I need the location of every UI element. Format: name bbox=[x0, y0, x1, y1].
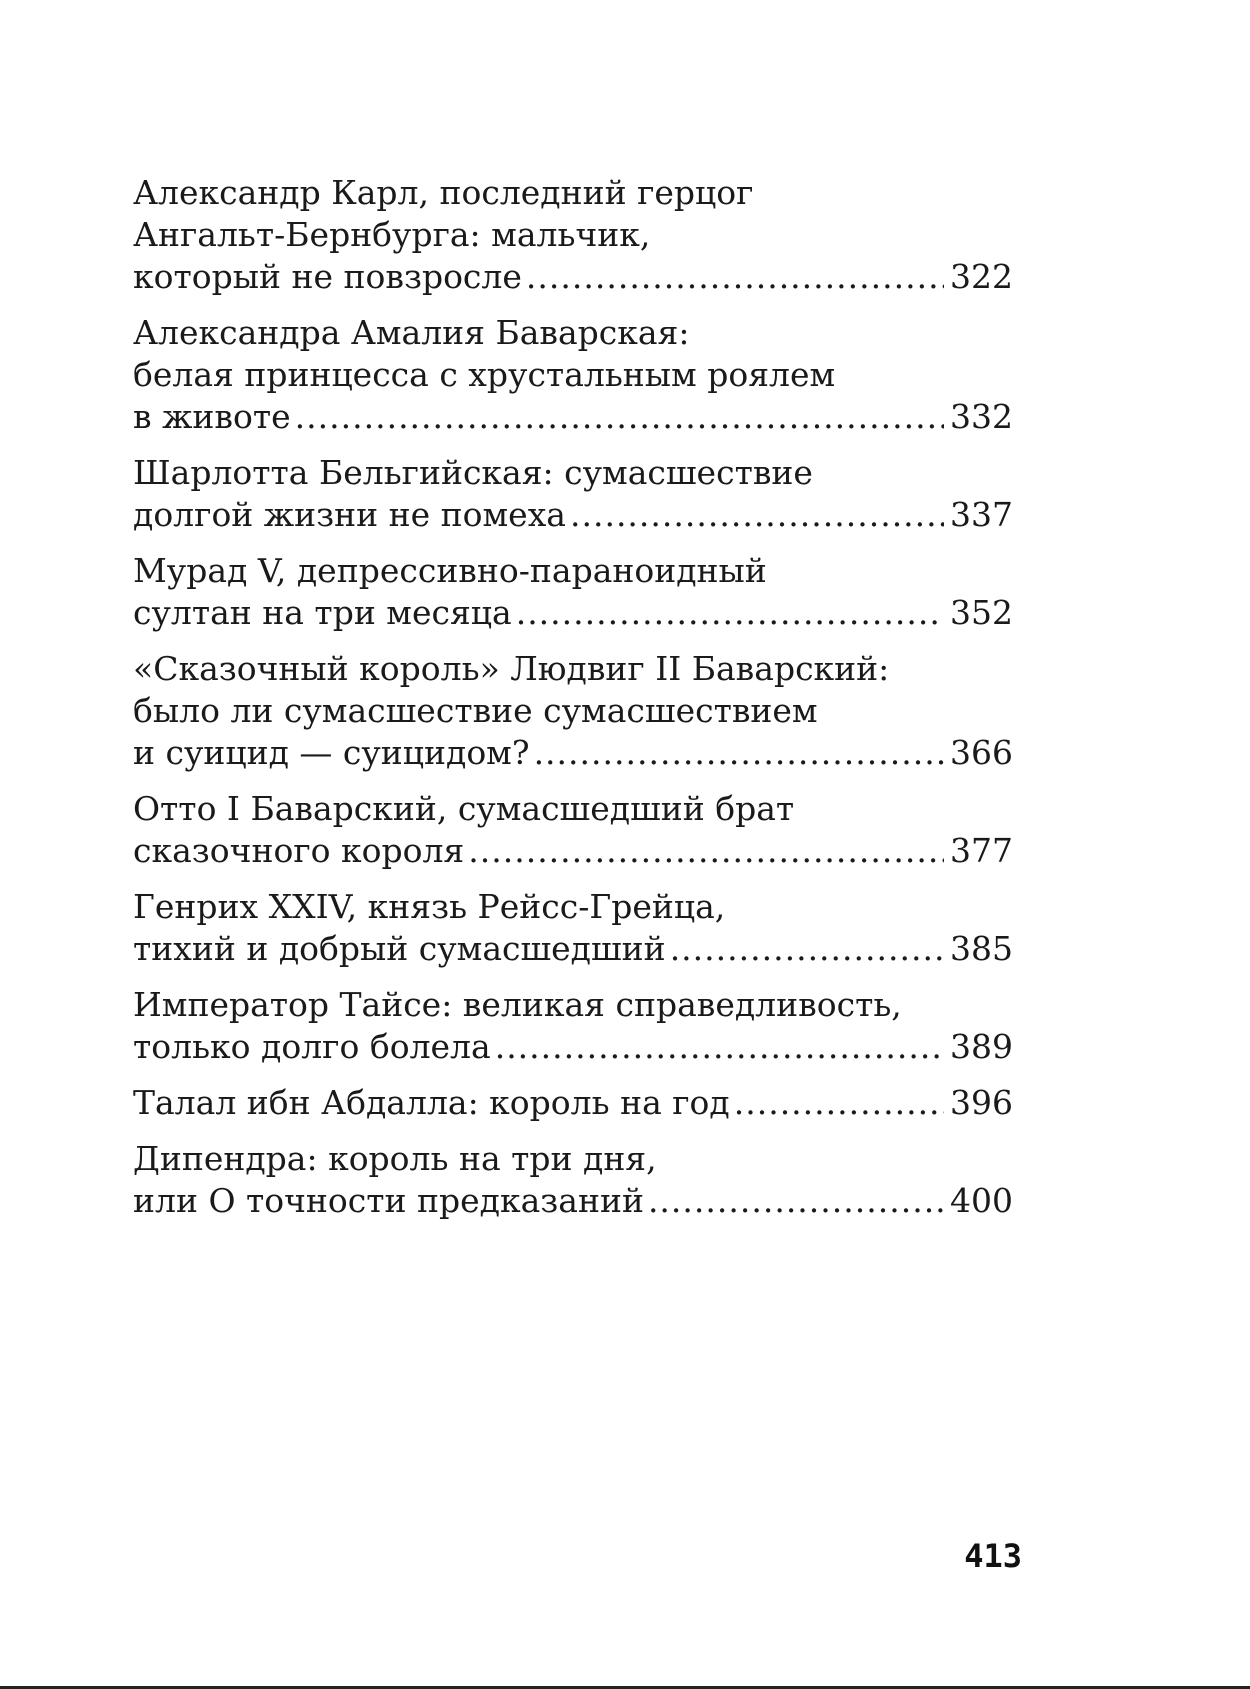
toc-entry-line: Генрих XXIV, князь Рейсс-Грейца, bbox=[133, 887, 726, 926]
toc-entry bbox=[133, 452, 1013, 536]
toc-entry-last-line bbox=[133, 256, 1013, 298]
toc-entry-line: было ли сумасшествие сумасшествием bbox=[133, 691, 818, 730]
toc-page-number: 400 bbox=[950, 1181, 1013, 1220]
dot-leader bbox=[526, 256, 944, 298]
toc-entry-line: Дипендра: король на три дня, bbox=[133, 1139, 657, 1178]
toc-entry-line: белая принцесса с хрустальным роялем bbox=[133, 355, 836, 394]
toc-page-number: 385 bbox=[950, 929, 1013, 968]
dot-leader bbox=[516, 592, 944, 634]
toc-page-number: 322 bbox=[950, 257, 1013, 296]
toc-entry-title-end: султан на три месяца bbox=[133, 593, 512, 632]
toc-page-number: 352 bbox=[950, 593, 1013, 632]
toc-entry-last-line bbox=[133, 830, 1013, 872]
toc-entry-last-line bbox=[133, 1082, 1013, 1124]
toc-entry bbox=[133, 550, 1013, 634]
toc-entry-title-end: только долго болела bbox=[133, 1027, 491, 1066]
toc-entry-title-end: тихий и добрый сумасшедший bbox=[133, 929, 666, 968]
dot-leader bbox=[534, 732, 944, 774]
toc-entry-last-line bbox=[133, 732, 1013, 774]
dot-leader bbox=[295, 396, 944, 438]
toc-entry-line: «Сказочный король» Людвиг II Баварский: bbox=[133, 649, 890, 688]
toc-entry-last-line bbox=[133, 928, 1013, 970]
toc-entry bbox=[133, 788, 1013, 872]
toc-entry-last-line bbox=[133, 396, 1013, 438]
toc-entry bbox=[133, 172, 1013, 298]
toc-entry-title-end: или О точности предказаний bbox=[133, 1181, 644, 1220]
toc-entry-title-end: который не повзросле bbox=[133, 257, 522, 296]
toc-entry-title-end: Талал ибн Абдалла: король на год bbox=[133, 1083, 730, 1122]
toc-page-number: 332 bbox=[950, 397, 1013, 436]
toc-entry bbox=[133, 1082, 1013, 1124]
toc-entry-last-line bbox=[133, 1026, 1013, 1068]
dot-leader bbox=[495, 1026, 944, 1068]
table-of-contents bbox=[133, 172, 1013, 1236]
toc-entry bbox=[133, 984, 1013, 1068]
toc-entry-line: Шарлотта Бельгийская: сумасшествие bbox=[133, 453, 813, 492]
toc-entry-title-end: сказочного короля bbox=[133, 831, 465, 870]
toc-entry bbox=[133, 886, 1013, 970]
page-number: 413 bbox=[964, 1537, 1022, 1575]
toc-entry-line: Отто I Баварский, сумасшедший брат bbox=[133, 789, 795, 828]
toc-entry-title-end: и суицид — суицидом? bbox=[133, 733, 530, 772]
toc-page-number: 396 bbox=[950, 1083, 1013, 1122]
toc-entry-last-line bbox=[133, 592, 1013, 634]
dot-leader bbox=[734, 1082, 944, 1124]
toc-entry-title-end: долгой жизни не помеха bbox=[133, 495, 566, 534]
toc-page-number: 337 bbox=[950, 495, 1013, 534]
dot-leader bbox=[648, 1180, 944, 1222]
toc-entry-last-line bbox=[133, 494, 1013, 536]
toc-entry-line: Мурад V, депрессивно-параноидный bbox=[133, 551, 767, 590]
dot-leader bbox=[670, 928, 944, 970]
toc-page-number: 377 bbox=[950, 831, 1013, 870]
toc-page-number: 389 bbox=[950, 1027, 1013, 1066]
toc-entry bbox=[133, 312, 1013, 438]
dot-leader bbox=[468, 830, 944, 872]
toc-entry bbox=[133, 648, 1013, 774]
toc-entry-title-end: в животе bbox=[133, 397, 291, 436]
toc-entry-line: Ангальт-Бернбурга: мальчик, bbox=[133, 215, 651, 254]
toc-page-number: 366 bbox=[950, 733, 1013, 772]
toc-entry-line: Император Тайсе: великая справедливость, bbox=[133, 985, 902, 1024]
toc-entry-last-line bbox=[133, 1180, 1013, 1222]
dot-leader bbox=[570, 494, 944, 536]
toc-entry bbox=[133, 1138, 1013, 1222]
toc-entry-line: Александра Амалия Баварская: bbox=[133, 313, 690, 352]
toc-entry-line: Александр Карл, последний герцог bbox=[133, 173, 754, 212]
